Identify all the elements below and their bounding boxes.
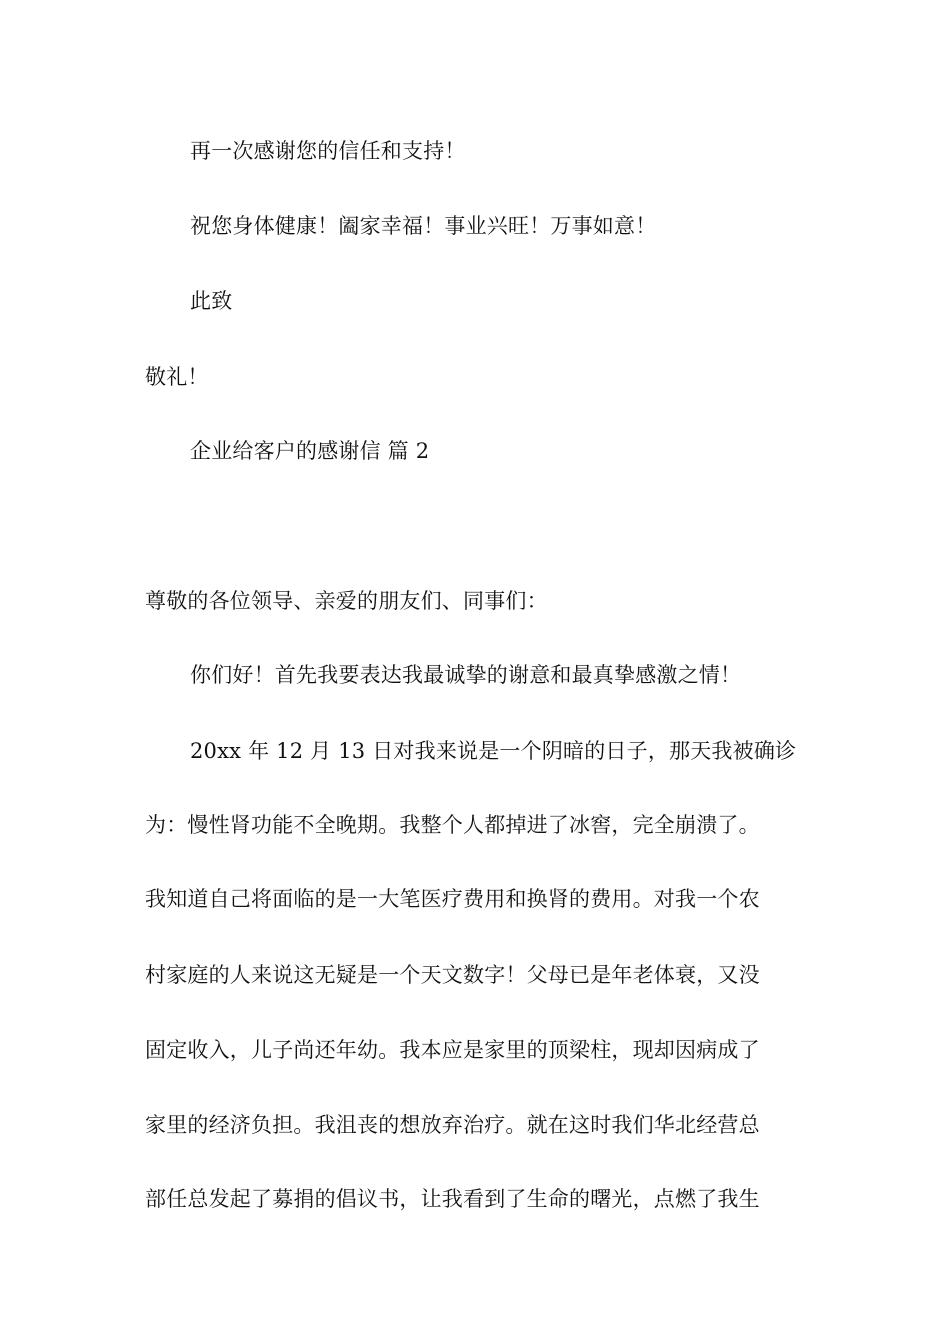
- closing-thanks-again: 再一次感谢您的信任和支持！: [190, 139, 466, 163]
- section-title: 企业给客户的感谢信 篇 2: [190, 439, 430, 463]
- body-line: 我知道自己将面临的是一大笔医疗费用和换肾的费用。对我一个农: [145, 887, 760, 911]
- body-line: 部任总发起了募捐的倡议书，让我看到了生命的曙光，点燃了我生: [145, 1187, 760, 1211]
- closing-jing-li: 敬礼！: [145, 365, 209, 389]
- body-line: 村家庭的人来说这无疑是一个天文数字！父母已是年老体衰，又没: [145, 963, 760, 987]
- body-line: 20xx 年 12 月 13 日对我来说是一个阴暗的日子，那天我被确诊: [190, 739, 797, 763]
- body-line: 家里的经济负担。我沮丧的想放弃治疗。就在这时我们华北经营总: [145, 1113, 760, 1137]
- salutation: 尊敬的各位领导、亲爱的朋友们、同事们：: [145, 589, 548, 613]
- greeting: 你们好！首先我要表达我最诚挚的谢意和最真挚感激之情！: [190, 663, 742, 687]
- closing-wishes: 祝您身体健康！阖家幸福！事业兴旺！万事如意！: [190, 214, 657, 238]
- body-line: 为：慢性肾功能不全晚期。我整个人都掉进了冰窖，完全崩溃了。: [145, 813, 760, 837]
- body-line: 固定收入，儿子尚还年幼。我本应是家里的顶梁柱，现却因病成了: [145, 1038, 760, 1062]
- closing-ci-zhi: 此致: [190, 289, 233, 313]
